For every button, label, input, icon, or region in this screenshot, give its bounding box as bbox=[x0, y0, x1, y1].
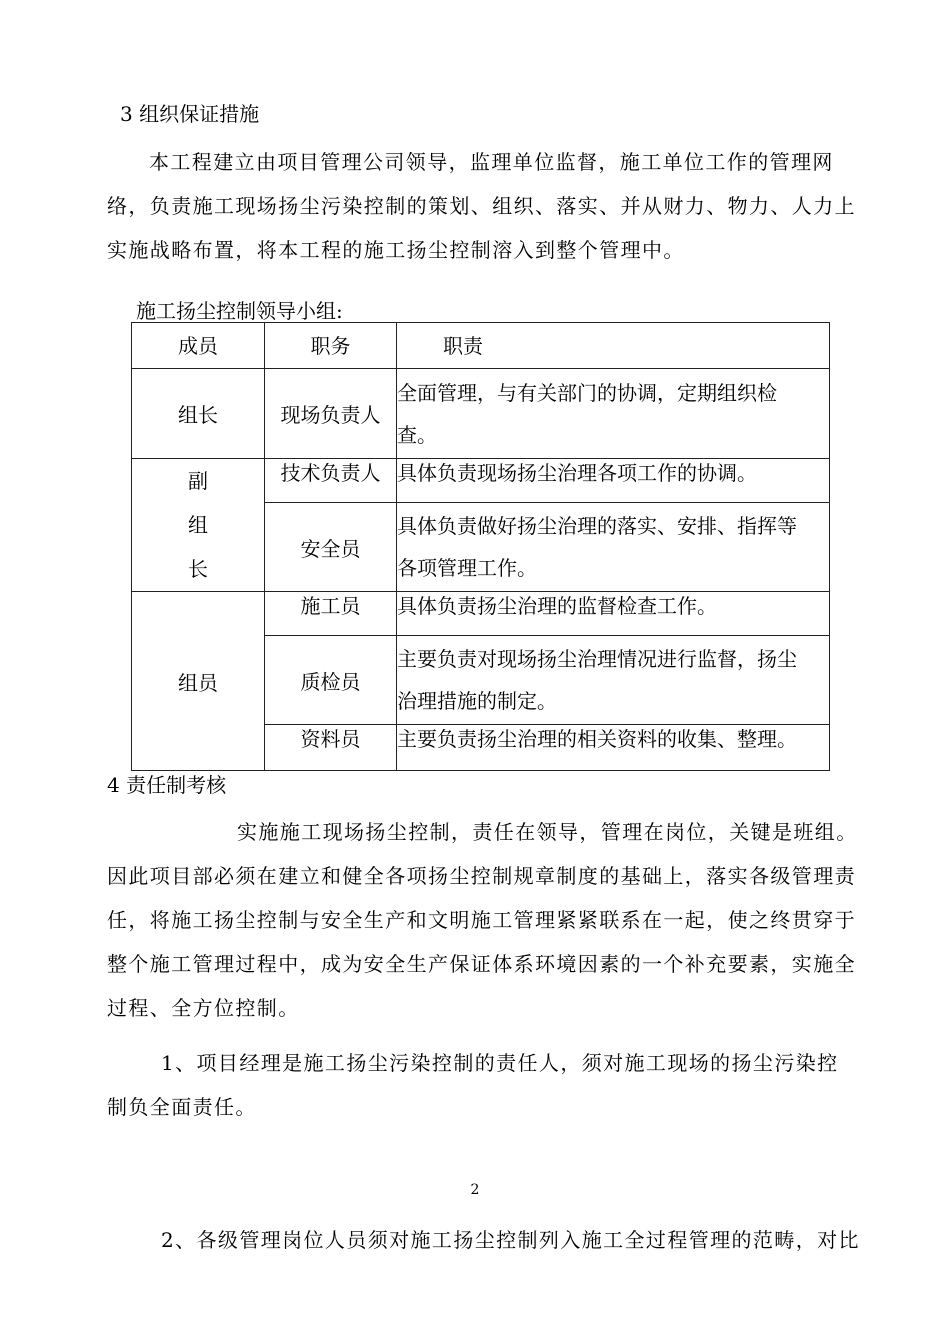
position-cell: 安全员 bbox=[265, 503, 397, 592]
duty-line: 具体负责扬尘治理的监督检查工作。 bbox=[397, 594, 717, 618]
paragraph-line: 1、项目经理是施工扬尘污染控制的责任人，须对施工现场的扬尘污染控 bbox=[161, 1051, 839, 1075]
header-duty: 职责 bbox=[397, 323, 830, 369]
header-position: 职务 bbox=[265, 323, 397, 369]
position-cell: 质检员 bbox=[265, 636, 397, 725]
item-1-paragraph bbox=[107, 1041, 839, 1129]
duty-line: 查。 bbox=[397, 422, 437, 447]
duty-line: 主要负责扬尘治理的相关资料的收集、整理。 bbox=[397, 727, 797, 751]
header-member: 成员 bbox=[132, 323, 265, 369]
duty-cell bbox=[397, 725, 830, 771]
paragraph-line: 实施战略布置，将本工程的施工扬尘控制溶入到整个管理中。 bbox=[107, 238, 685, 262]
section-4-heading: 4 责任制考核 bbox=[107, 773, 227, 797]
page-number: 2 bbox=[470, 1182, 480, 1198]
duty-line: 各项管理工作。 bbox=[397, 556, 537, 580]
leadership-table bbox=[131, 322, 830, 771]
item-2-paragraph bbox=[161, 1218, 860, 1262]
duty-cell bbox=[397, 459, 830, 503]
duty-line: 全面管理，与有关部门的协调，定期组织检 bbox=[397, 380, 777, 405]
table-row bbox=[132, 592, 830, 636]
section-3-heading: 3 组织保证措施 bbox=[120, 102, 260, 126]
duty-cell bbox=[397, 369, 830, 459]
paragraph-line: 任，将施工扬尘控制与安全生产和文明施工管理紧紧联系在一起，使之终贯穿于 bbox=[107, 908, 856, 932]
duty-line: 具体负责做好扬尘治理的落实、安排、指挥等 bbox=[397, 514, 797, 538]
table-row bbox=[132, 459, 830, 503]
paragraph-line: 本工程建立由项目管理公司领导，监理单位监督，施工单位工作的管理网 bbox=[149, 150, 834, 174]
duty-line: 具体负责现场扬尘治理各项工作的协调。 bbox=[397, 461, 757, 485]
table-caption: 施工扬尘控制领导小组: bbox=[136, 299, 343, 323]
table-row bbox=[132, 369, 830, 459]
role-deputy-leader bbox=[132, 459, 265, 592]
paragraph-line: 过程、全方位控制。 bbox=[107, 996, 300, 1020]
paragraph-line: 络，负责施工现场扬尘污染控制的策划、组织、落实、并从财力、物力、人力上 bbox=[107, 194, 856, 218]
deputy-char: 长 bbox=[188, 557, 208, 581]
position-cell: 施工员 bbox=[265, 592, 397, 636]
position-cell: 资料员 bbox=[265, 725, 397, 771]
paragraph-line: 制负全面责任。 bbox=[107, 1095, 257, 1119]
section-3-paragraph bbox=[107, 140, 856, 272]
paragraph-line: 2、各级管理岗位人员须对施工扬尘控制列入施工全过程管理的范畴，对比 bbox=[161, 1228, 860, 1252]
section-4-paragraph bbox=[107, 810, 858, 1030]
paragraph-line: 因此项目部必须在建立和健全各项扬尘控制规章制度的基础上，落实各级管理责 bbox=[107, 864, 856, 888]
duty-line: 主要负责对现场扬尘治理情况进行监督，扬尘 bbox=[397, 647, 797, 671]
deputy-char: 组 bbox=[188, 513, 208, 537]
duty-cell bbox=[397, 636, 830, 725]
paragraph-line: 实施施工现场扬尘控制，责任在领导，管理在岗位，关键是班组。 bbox=[237, 820, 858, 844]
duty-cell bbox=[397, 592, 830, 636]
paragraph-line: 整个施工管理过程中，成为安全生产保证体系环境因素的一个补充要素，实施全 bbox=[107, 952, 856, 976]
position-cell: 现场负责人 bbox=[265, 369, 397, 459]
duty-line: 治理措施的制定。 bbox=[397, 689, 557, 713]
role-group-leader: 组长 bbox=[132, 369, 265, 459]
role-members: 组员 bbox=[132, 592, 265, 771]
position-cell: 技术负责人 bbox=[265, 459, 397, 503]
deputy-char: 副 bbox=[188, 469, 208, 493]
table-header-row bbox=[132, 323, 830, 369]
duty-cell bbox=[397, 503, 830, 592]
